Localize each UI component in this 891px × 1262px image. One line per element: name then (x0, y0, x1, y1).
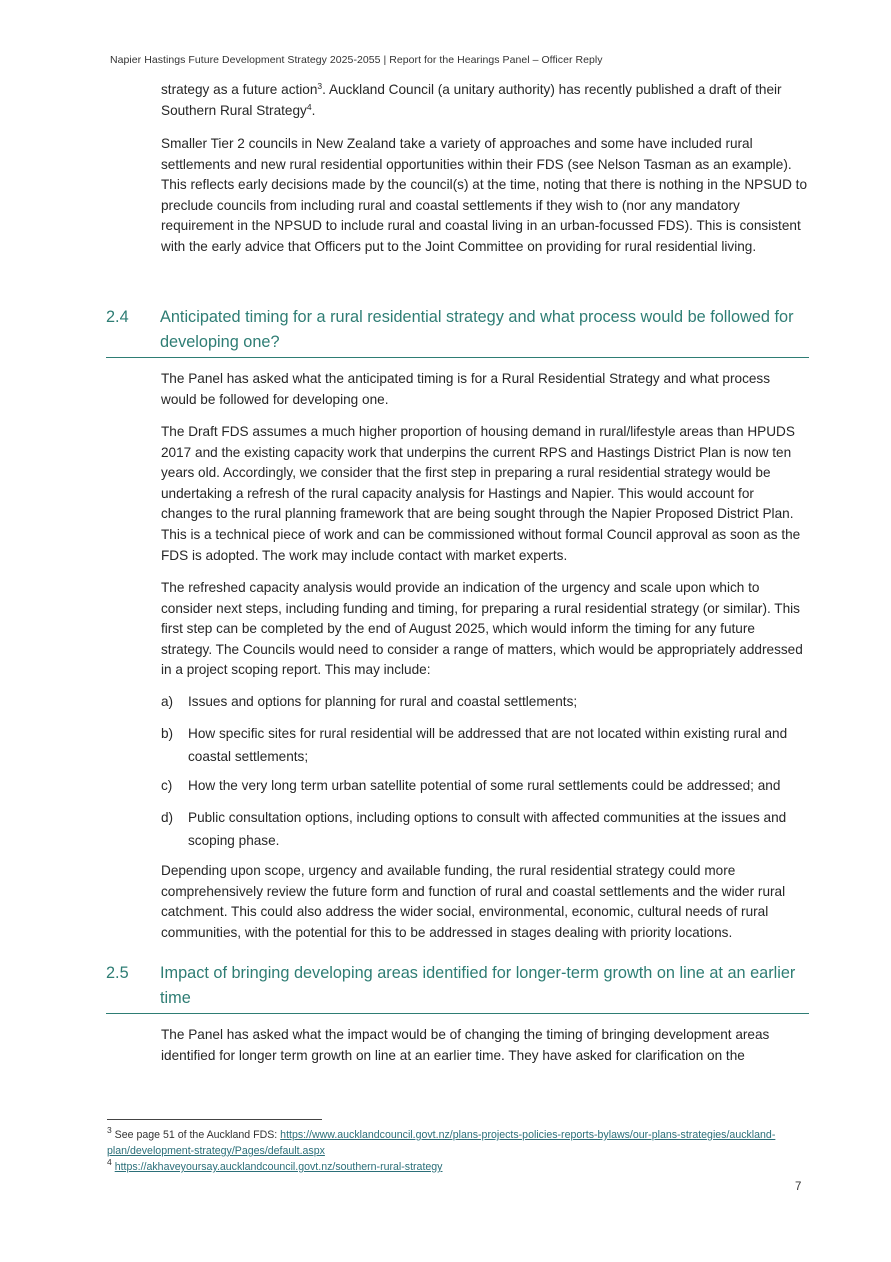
footnote-3 (107, 1125, 807, 1160)
list-item (161, 691, 808, 714)
section-2-5-paragraph-1-text: The Panel has asked what the impact would be of changing the timing of bringing development areas identified for longer term growth on line at an earlier time. They have asked for clarification on the (161, 1027, 770, 1063)
section-2-4-paragraph-3-text: The refreshed capacity analysis would provide an indication of the urgency and scale upon which to consider next steps, including funding and timing, for preparing a rural residential strategy (or similar). This first step can be completed by the end of August 2025, which would inform the timing for any future strategy. The Councils would need to consider a range of matters, which would be appropriately addressed in a project scoping report. This may include: (161, 580, 803, 678)
section-2-4-heading (106, 305, 809, 358)
list-marker: b) (161, 726, 174, 741)
intro-paragraph-2-text: Smaller Tier 2 councils in New Zealand take a variety of approaches and some have included rural settlements and new rural residential opportunities within their FDS (see Nelson Tasman as an example). This reflects early decisions made by the council(s) at the time, noting that there is nothing in the NPSUD to preclude councils from including rural and coastal settlements if they wish to (nor any mandatory requirement in the NPSUD to include rural and coastal living in an urban-focussed FDS). This is consistent with the early advice that Officers put to the Joint Committee on providing for rural residential living. (161, 136, 808, 254)
list-marker: d) (161, 810, 174, 825)
list-item-text: How the very long term urban satellite potential of some rural settlements could be addressed; and (188, 778, 781, 793)
section-2-4-paragraph-4-text: Depending upon scope, urgency and available funding, the rural residential strategy could more comprehensively review the future form and function of rural and coastal settlements and the wider rural catchment. This could also address the wider social, environmental, economic, cultural needs of rural communities, with the potential for this to be addressed in stages dealing with priority locations. (161, 863, 786, 940)
intro-text-a: strategy as a future action (161, 82, 318, 97)
intro-text-c: . (311, 102, 316, 118)
list-item-text: How specific sites for rural residential will be addressed that are not located within existing rural and coastal settlements; (188, 726, 788, 764)
list-marker: a) (161, 694, 174, 709)
section-2-5-number: 2.5 (106, 964, 129, 982)
footnote-3-link[interactable]: https://www.aucklandcouncil.govt.nz/plans-projects-policies-reports-bylaws/our-plans-strategies/auckland-plan/development-strategy/Pages/default.aspx (107, 1129, 776, 1157)
section-2-5-title: Impact of bringing developing areas identified for longer-term growth on line at an earlier time (160, 964, 796, 1007)
footnote-4 (107, 1157, 807, 1176)
intro-text-b: . Auckland Council (a unitary authority) has recently published a draft of their Southern Rural Strategy (161, 82, 782, 118)
intro-paragraph-2 (161, 134, 808, 258)
footnote-3-marker: 3 (107, 1125, 112, 1135)
section-2-5-heading (106, 961, 809, 1014)
footnote-3-text: See page 51 of the Auckland FDS: (111, 1129, 281, 1141)
footnote-4-marker: 4 (107, 1157, 112, 1167)
footnote-divider (107, 1119, 322, 1120)
list-item-text: Issues and options for planning for rural and coastal settlements; (188, 694, 578, 709)
list-item (161, 807, 808, 852)
list-item (161, 723, 808, 768)
list-marker: c) (161, 778, 173, 793)
footnote-ref-3[interactable]: 3 (317, 81, 323, 91)
section-2-4-title: Anticipated timing for a rural residential strategy and what process would be followed for developing one? (160, 308, 794, 351)
section-2-4-paragraph-1-text: The Panel has asked what the anticipated timing is for a Rural Residential Strategy and what process would be followed for developing one. (161, 371, 771, 407)
list-item (161, 775, 808, 798)
section-2-4-paragraph-4 (161, 861, 808, 943)
section-2-5-paragraph-1 (161, 1025, 808, 1066)
section-2-4-paragraph-2-text: The Draft FDS assumes a much higher proportion of housing demand in rural/lifestyle areas than HPUDS 2017 and the existing capacity work that underpins the current RPS and Hastings District Plan is now ten years old. Accordingly, we consider that the first step in preparing a rural residential strategy would be undertaking a refresh of the rural capacity analysis for Hastings and Napier. This would account for changes to the rural planning framework that are being sought through the Napier Proposed District Plan. This is a technical piece of work and can be commissioned without formal Council approval as soon as the FDS is adopted. The work may include contact with market experts. (161, 424, 801, 563)
section-2-4-paragraph-3 (161, 578, 808, 681)
footnote-4-link[interactable]: https://akhaveyoursay.aucklandcouncil.govt.nz/southern-rural-strategy (114, 1161, 443, 1173)
footnote-ref-4[interactable]: 4 (306, 101, 312, 112)
list-item-text: Public consultation options, including options to consult with affected communities at the issues and scoping phase. (188, 810, 787, 848)
section-2-4-paragraph-1 (161, 369, 808, 410)
page-number: 7 (795, 1181, 802, 1193)
intro-paragraph-1 (161, 80, 808, 121)
section-2-4-number: 2.4 (106, 308, 129, 326)
section-2-4-paragraph-2 (161, 422, 808, 566)
running-header: Napier Hastings Future Development Strategy 2025-2055 | Report for the Hearings Panel – Officer Reply (110, 54, 603, 66)
